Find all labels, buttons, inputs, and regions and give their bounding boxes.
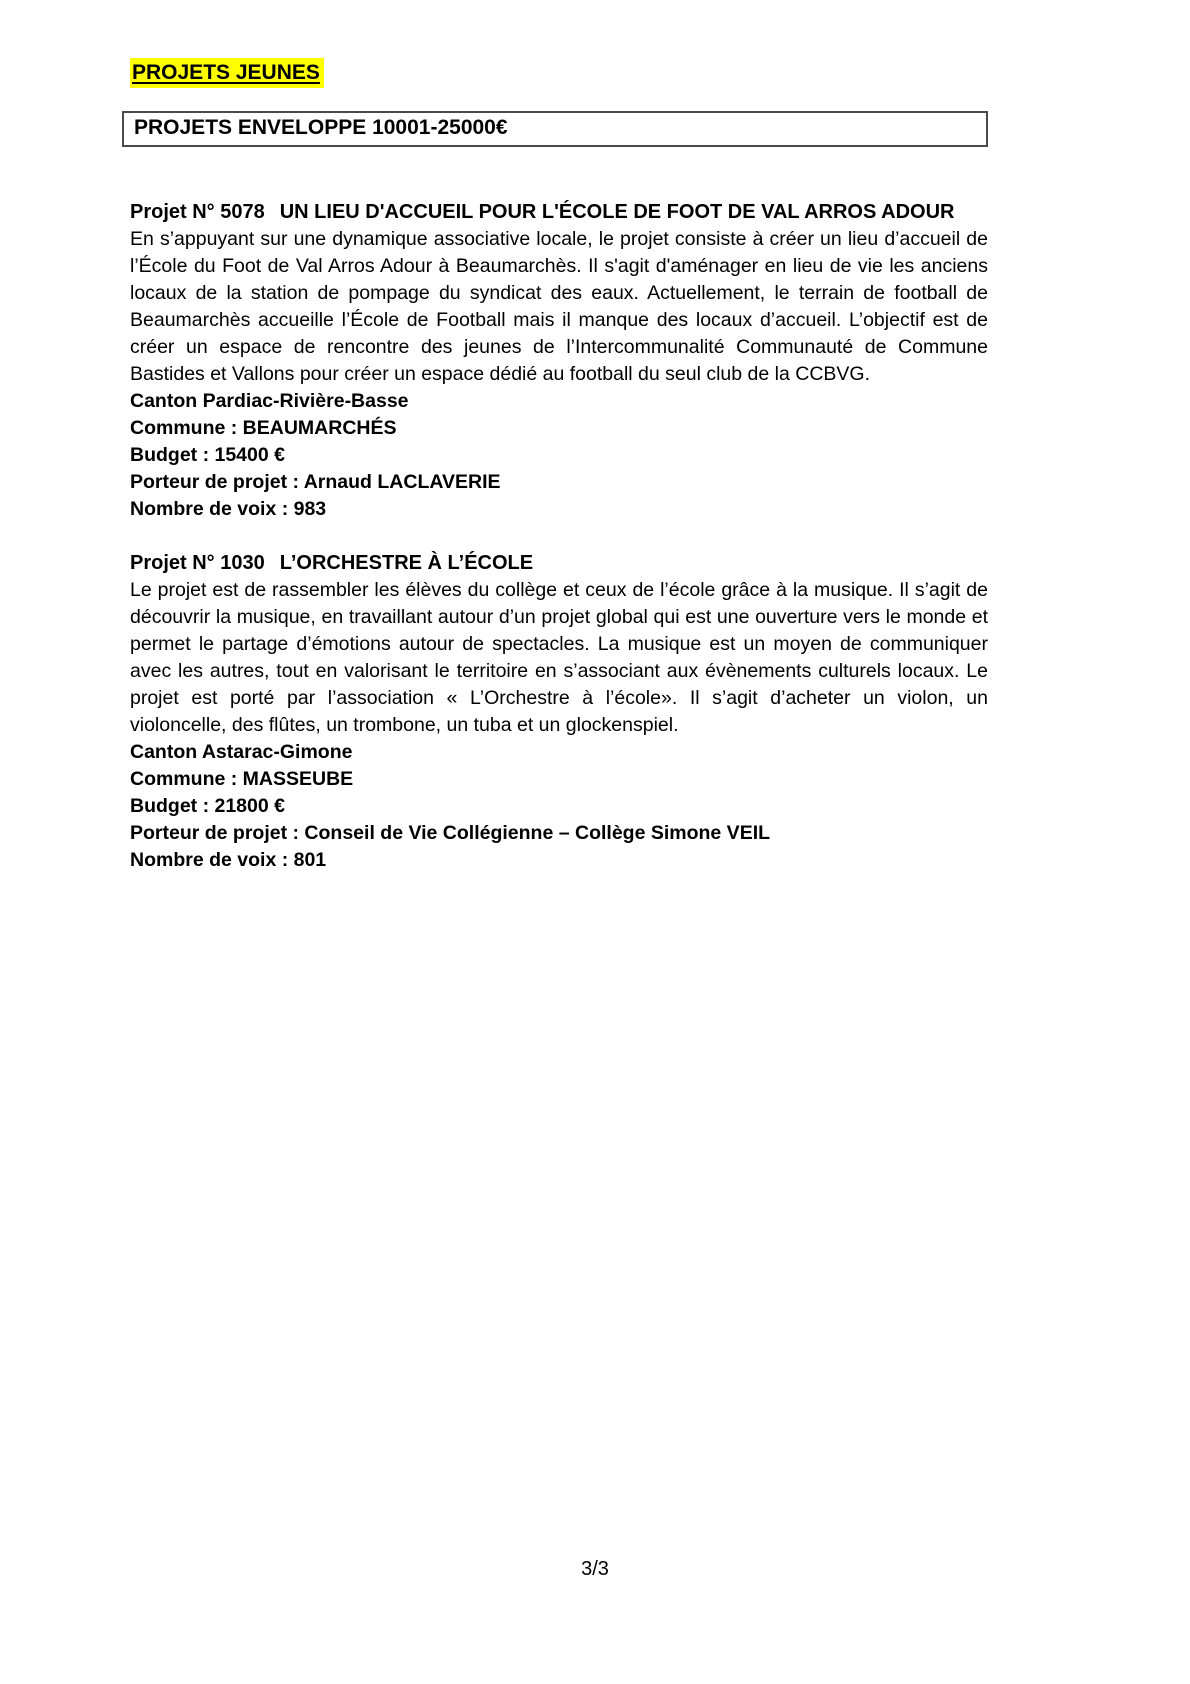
project-section-1030 xyxy=(130,550,988,874)
project-description: En s’appuyant sur une dynamique associative locale, le projet consiste à créer un lieu d’accueil de l’École du Foot de Val Arros Adour à Beaumarchès. Il s'agit d'aménager en lieu de vie les anciens locaux de la station de pompage du syndicat des eaux. Actuellement, le terrain de football de Beaumarchès accueille l’École de Football mais il manque des locaux d’accueil. L’objectif est de créer un espace de rencontre des jeunes de l’Intercommunalité Communauté de Commune Bastides et Vallons pour créer un espace dédié au football du seul club de la CCBVG. xyxy=(130,228,988,385)
project-name: L’ORCHESTRE À L’ÉCOLE xyxy=(279,552,534,574)
envelope-heading-box: PROJETS ENVELOPPE 10001-25000€ xyxy=(122,111,988,147)
project-number: Projet N° 5078 xyxy=(130,201,265,223)
project-description: Le projet est de rassembler les élèves du collège et ceux de l’école grâce à la musique. Il s’agit de découvrir la musique, en travaillant autour d’un projet global qui est une ouverture vers le monde et permet le partage d’émotions autour de spectacles. La musique est un moyen de communiquer avec les autres, tout en valorisant le territoire en s’associant aux évènements culturels locaux. Le projet est porté par l’association « L’Orchestre à l’école». Il s’agit d’acheter un violon, un violoncelle, des flûtes, un trombone, un tuba et un glockenspiel. xyxy=(130,579,988,736)
project-title xyxy=(130,550,988,577)
page-number: 3/3 xyxy=(581,1558,609,1580)
project-commune: Commune : BEAUMARCHÉS xyxy=(130,417,397,439)
project-voix: Nombre de voix : 801 xyxy=(130,849,327,871)
project-commune: Commune : MASSEUBE xyxy=(130,768,354,790)
project-porteur: Porteur de projet : Conseil de Vie Collégienne – Collège Simone VEIL xyxy=(130,822,771,844)
project-budget: Budget : 15400 € xyxy=(130,444,285,466)
project-porteur: Porteur de projet : Arnaud LACLAVERIE xyxy=(130,471,501,493)
project-title xyxy=(130,199,988,226)
project-section-5078 xyxy=(130,199,988,523)
project-canton: Canton Astarac-Gimone xyxy=(130,741,353,763)
project-voix: Nombre de voix : 983 xyxy=(130,498,327,520)
project-canton: Canton Pardiac-Rivière-Basse xyxy=(130,390,409,412)
project-number: Projet N° 1030 xyxy=(130,552,265,574)
page-content xyxy=(130,58,988,874)
project-budget: Budget : 21800 € xyxy=(130,795,285,817)
project-name: UN LIEU D'ACCUEIL POUR L'ÉCOLE DE FOOT DE VAL ARROS ADOUR xyxy=(279,201,955,223)
page-title: PROJETS JEUNES xyxy=(130,58,324,88)
